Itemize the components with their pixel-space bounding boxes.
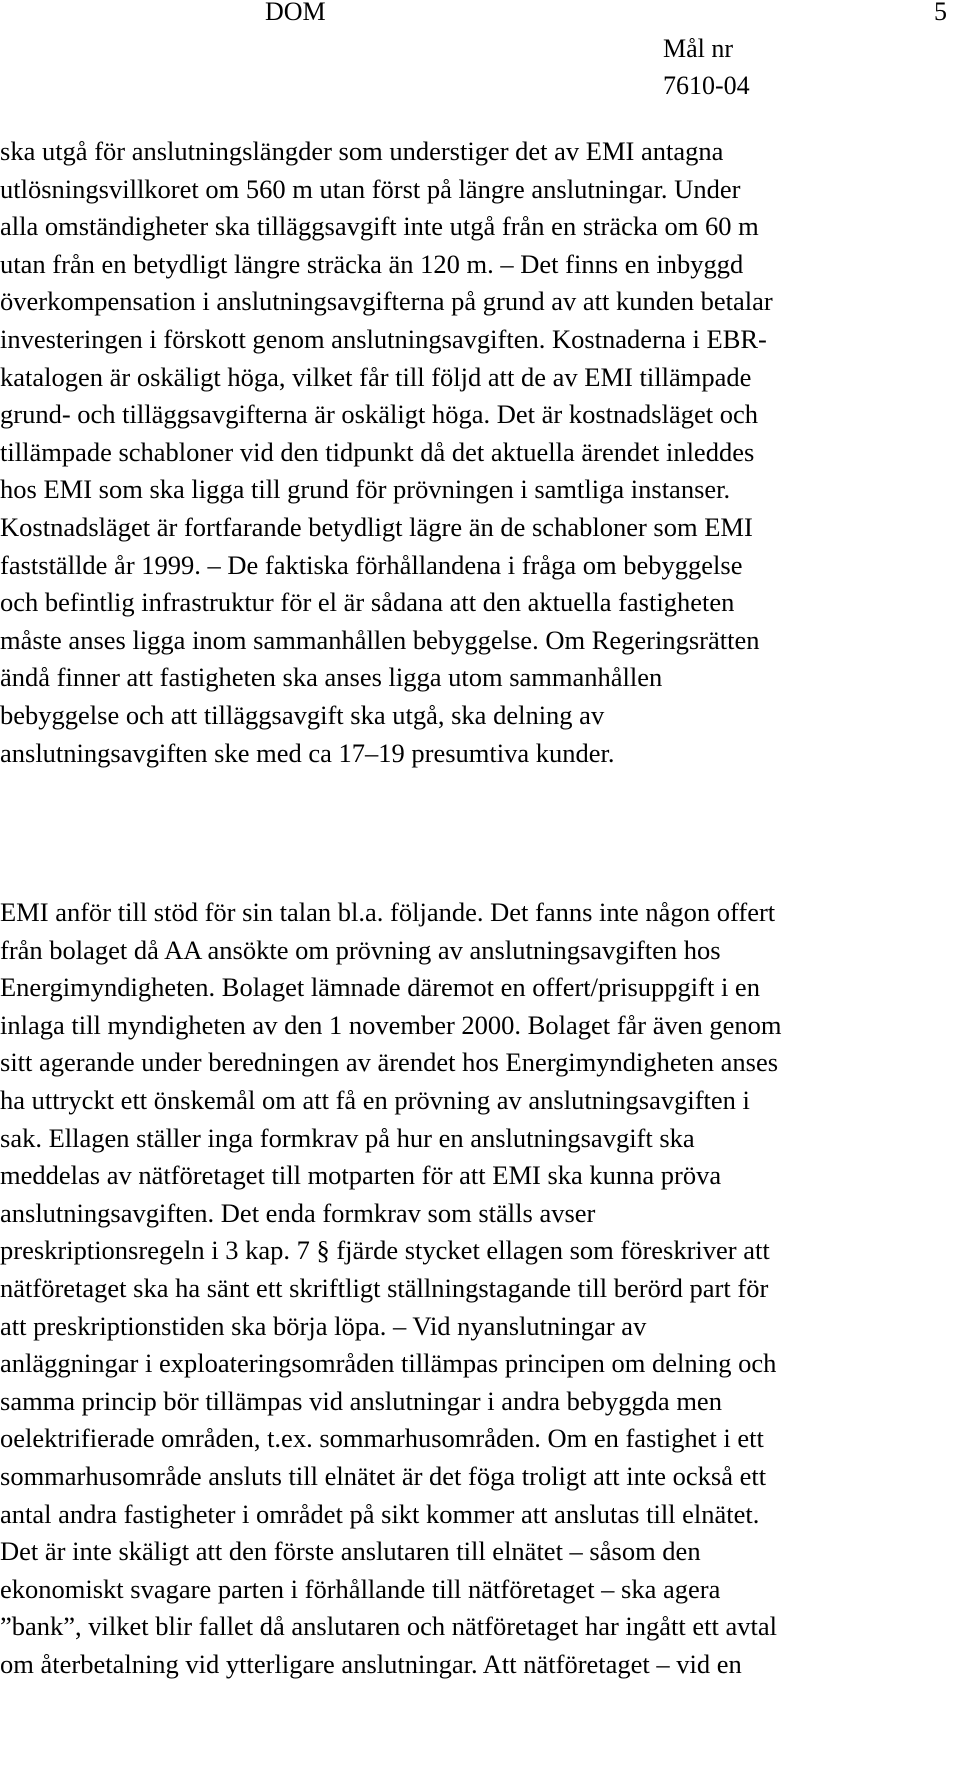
text-line: katalogen är oskäligt höga, vilket får till följd att de av EMI tillämpade xyxy=(0,361,752,392)
text-line: tillämpade schabloner vid den tidpunkt då det aktuella ärendet inleddes xyxy=(0,436,755,467)
text-line: alla omständigheter ska tilläggsavgift inte utgå från en sträcka om 60 m xyxy=(0,211,759,242)
text-line: sak. Ellagen ställer inga formkrav på hur en anslutningsavgift ska xyxy=(0,1122,695,1153)
text-line: om återbetalning vid ytterligare anslutningar. Att nätföretaget – vid en xyxy=(0,1648,742,1679)
text-line: antal andra fastigheter i området på sikt kommer att anslutas till elnätet. xyxy=(0,1498,760,1529)
text-line: fastställde år 1999. – De faktiska förhållandena i fråga om bebyggelse xyxy=(0,549,743,580)
text-line: och befintlig infrastruktur för el är sådana att den aktuella fastigheten xyxy=(0,587,735,618)
case-number-block xyxy=(663,30,750,104)
text-line: att preskriptionstiden ska börja löpa. – Vid nyanslutningar av xyxy=(0,1310,647,1341)
text-line: preskriptionsregeln i 3 kap. 7 § fjärde stycket ellagen som föreskriver att xyxy=(0,1235,770,1266)
text-line: ”bank”, vilket blir fallet då anslutaren och nätföretaget har ingått ett avtal xyxy=(0,1611,778,1642)
text-line: anslutningsavgiften ske med ca 17–19 presumtiva kunder. xyxy=(0,737,615,768)
text-line: anslutningsavgiften. Det enda formkrav som ställs avser xyxy=(0,1197,596,1228)
text-line: Energimyndigheten. Bolaget lämnade däremot en offert/prisuppgift i en xyxy=(0,972,760,1003)
page-number: 5 xyxy=(934,0,947,26)
text-line: ha uttryckt ett önskemål om att få en prövning av anslutningsavgiften i xyxy=(0,1084,750,1115)
case-label: Mål nr xyxy=(663,34,734,63)
text-line: ändå finner att fastigheten ska anses ligga utom sammanhållen xyxy=(0,662,663,693)
text-line: anläggningar i exploateringsområden tillämpas principen om delning och xyxy=(0,1348,777,1379)
text-line: utan från en betydligt längre sträcka än 120 m. – Det finns en inbyggd xyxy=(0,248,744,279)
text-line: Det är inte skäligt att den förste anslutaren till elnätet – såsom den xyxy=(0,1536,701,1567)
text-line: bebyggelse och att tilläggsavgift ska utgå, ska delning av xyxy=(0,699,605,730)
text-line: ska utgå för anslutningslängder som understiger det av EMI antagna xyxy=(0,136,724,166)
text-line: inlaga till myndigheten av den 1 november 2000. Bolaget får även genom xyxy=(0,1009,782,1040)
text-line: ekonomiskt svagare parten i förhållande till nätföretaget – ska agera xyxy=(0,1573,721,1604)
text-line: sommarhusområde ansluts till elnätet är det föga troligt att inte också ett xyxy=(0,1460,767,1491)
text-line: samma princip bör tillämpas vid anslutningar i andra bebyggda men xyxy=(0,1385,722,1416)
text-line: Kostnadsläget är fortfarande betydligt lägre än de schabloner som EMI xyxy=(0,511,753,542)
text-line: måste anses ligga inom sammanhållen bebyggelse. Om Regeringsrätten xyxy=(0,624,760,655)
text-line: nätföretaget ska ha sänt ett skriftligt ställningstagande till berörd part för xyxy=(0,1272,769,1303)
case-number: 7610-04 xyxy=(663,71,750,100)
text-line: oelektrifierade områden, t.ex. sommarhusområden. Om en fastighet i ett xyxy=(0,1423,764,1454)
text-line: överkompensation i anslutningsavgifterna på grund av att kunden betalar xyxy=(0,286,773,317)
document-type: DOM xyxy=(265,0,326,26)
text-line: utlösningsvillkoret om 560 m utan först på längre anslutningar. Under xyxy=(0,173,741,204)
text-line: från bolaget då AA ansökte om prövning av anslutningsavgiften hos xyxy=(0,934,721,965)
text-line: grund- och tilläggsavgifterna är oskäligt höga. Det är kostnadsläget och xyxy=(0,399,758,430)
text-line: sitt agerande under beredningen av ärendet hos Energimyndigheten anses xyxy=(0,1047,779,1078)
paragraph-2 xyxy=(0,894,960,1683)
paragraph-1 xyxy=(0,133,960,772)
text-line: investeringen i förskott genom anslutningsavgiften. Kostnaderna i EBR- xyxy=(0,323,767,354)
text-line: meddelas av nätföretaget till motparten för att EMI ska kunna pröva xyxy=(0,1160,722,1191)
text-line: hos EMI som ska ligga till grund för prövningen i samtliga instanser. xyxy=(0,474,731,505)
text-line: EMI anför till stöd för sin talan bl.a. följande. Det fanns inte någon offert xyxy=(0,897,776,927)
